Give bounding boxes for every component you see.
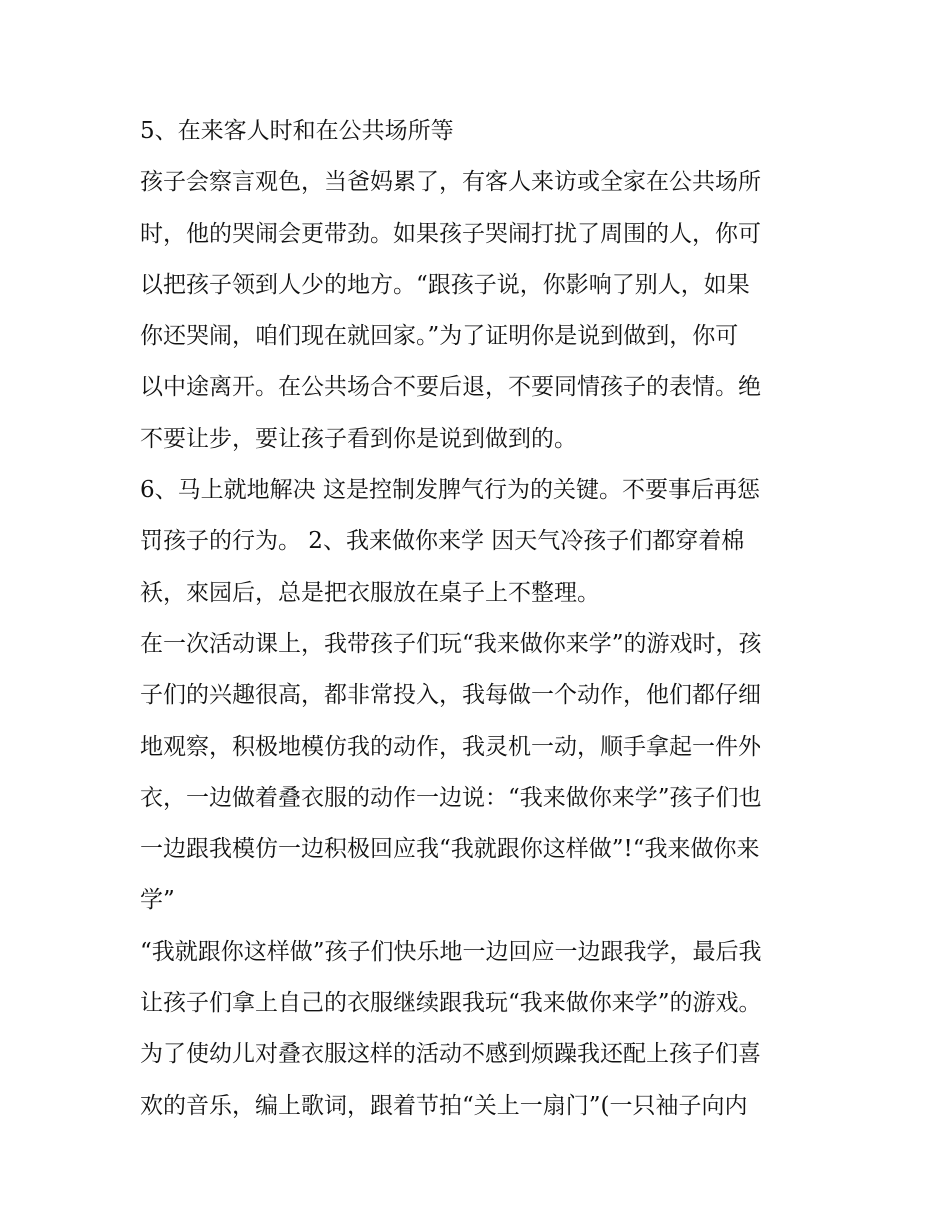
text-line: 一边跟我模仿一边积极回应我“我就跟你这样做”!“我来做你来: [140, 836, 760, 863]
text-line: 衣，一边做着叠衣服的动作一边说：“我来做你来学”孩子们也: [140, 784, 762, 811]
text-line: 袄，來园后，总是把衣服放在桌子上不整理。: [140, 579, 600, 606]
text-line: 不要让步，要让孩子看到你是说到做到的。: [140, 425, 577, 452]
text-line: 以中途离开。在公共场合不要后退，不要同情孩子的表情。绝: [140, 374, 761, 401]
text-line: 罚孩子的行为。 2、我来做你来学 因天气冷孩子们都穿着棉: [140, 528, 745, 555]
text-line: 欢的音乐，编上歌词，跟着节拍“关上一扇门”(一只袖子向内: [140, 1092, 748, 1119]
text-line: 为了使幼儿对叠衣服这样的活动不感到烦躁我还配上孩子们喜: [140, 1041, 761, 1068]
text-line: 5、在来客人时和在公共场所等: [140, 118, 454, 144]
text-line: 时，他的哭闹会更带劲。如果孩子哭闹打扰了周围的人，你可: [140, 220, 761, 247]
text-line: 在一次活动课上，我带孩子们玩“我来做你来学”的游戏时，孩: [140, 630, 762, 657]
body-text: [140, 106, 820, 1132]
text-line: 学”: [140, 887, 175, 914]
text-line: 以把孩子领到人少的地方。“跟孩子说，你影响了别人，如果: [140, 271, 750, 298]
text-line: 地观察，积极地模仿我的动作，我灵机一动，顺手拿起一件外: [140, 733, 761, 760]
text-line: 让孩子们拿上自己的衣服继续跟我玩“我来做你来学”的游戏。: [140, 990, 762, 1017]
text-line: 你还哭闹，咱们现在就回家。”为了证明你是说到做到，你可: [140, 323, 739, 350]
text-line: 子们的兴趣很高，都非常投入，我每做一个动作，他们都仔细: [140, 682, 761, 709]
text-line: 6、马上就地解决 这是控制发脾气行为的关键。不要事后再惩: [140, 477, 760, 504]
text-line: “我就跟你这样做”孩子们快乐地一边回应一边跟我学，最后我: [140, 938, 762, 965]
text-line: 孩子会察言观色，当爸妈累了，有客人来访或全家在公共场所: [140, 169, 761, 196]
